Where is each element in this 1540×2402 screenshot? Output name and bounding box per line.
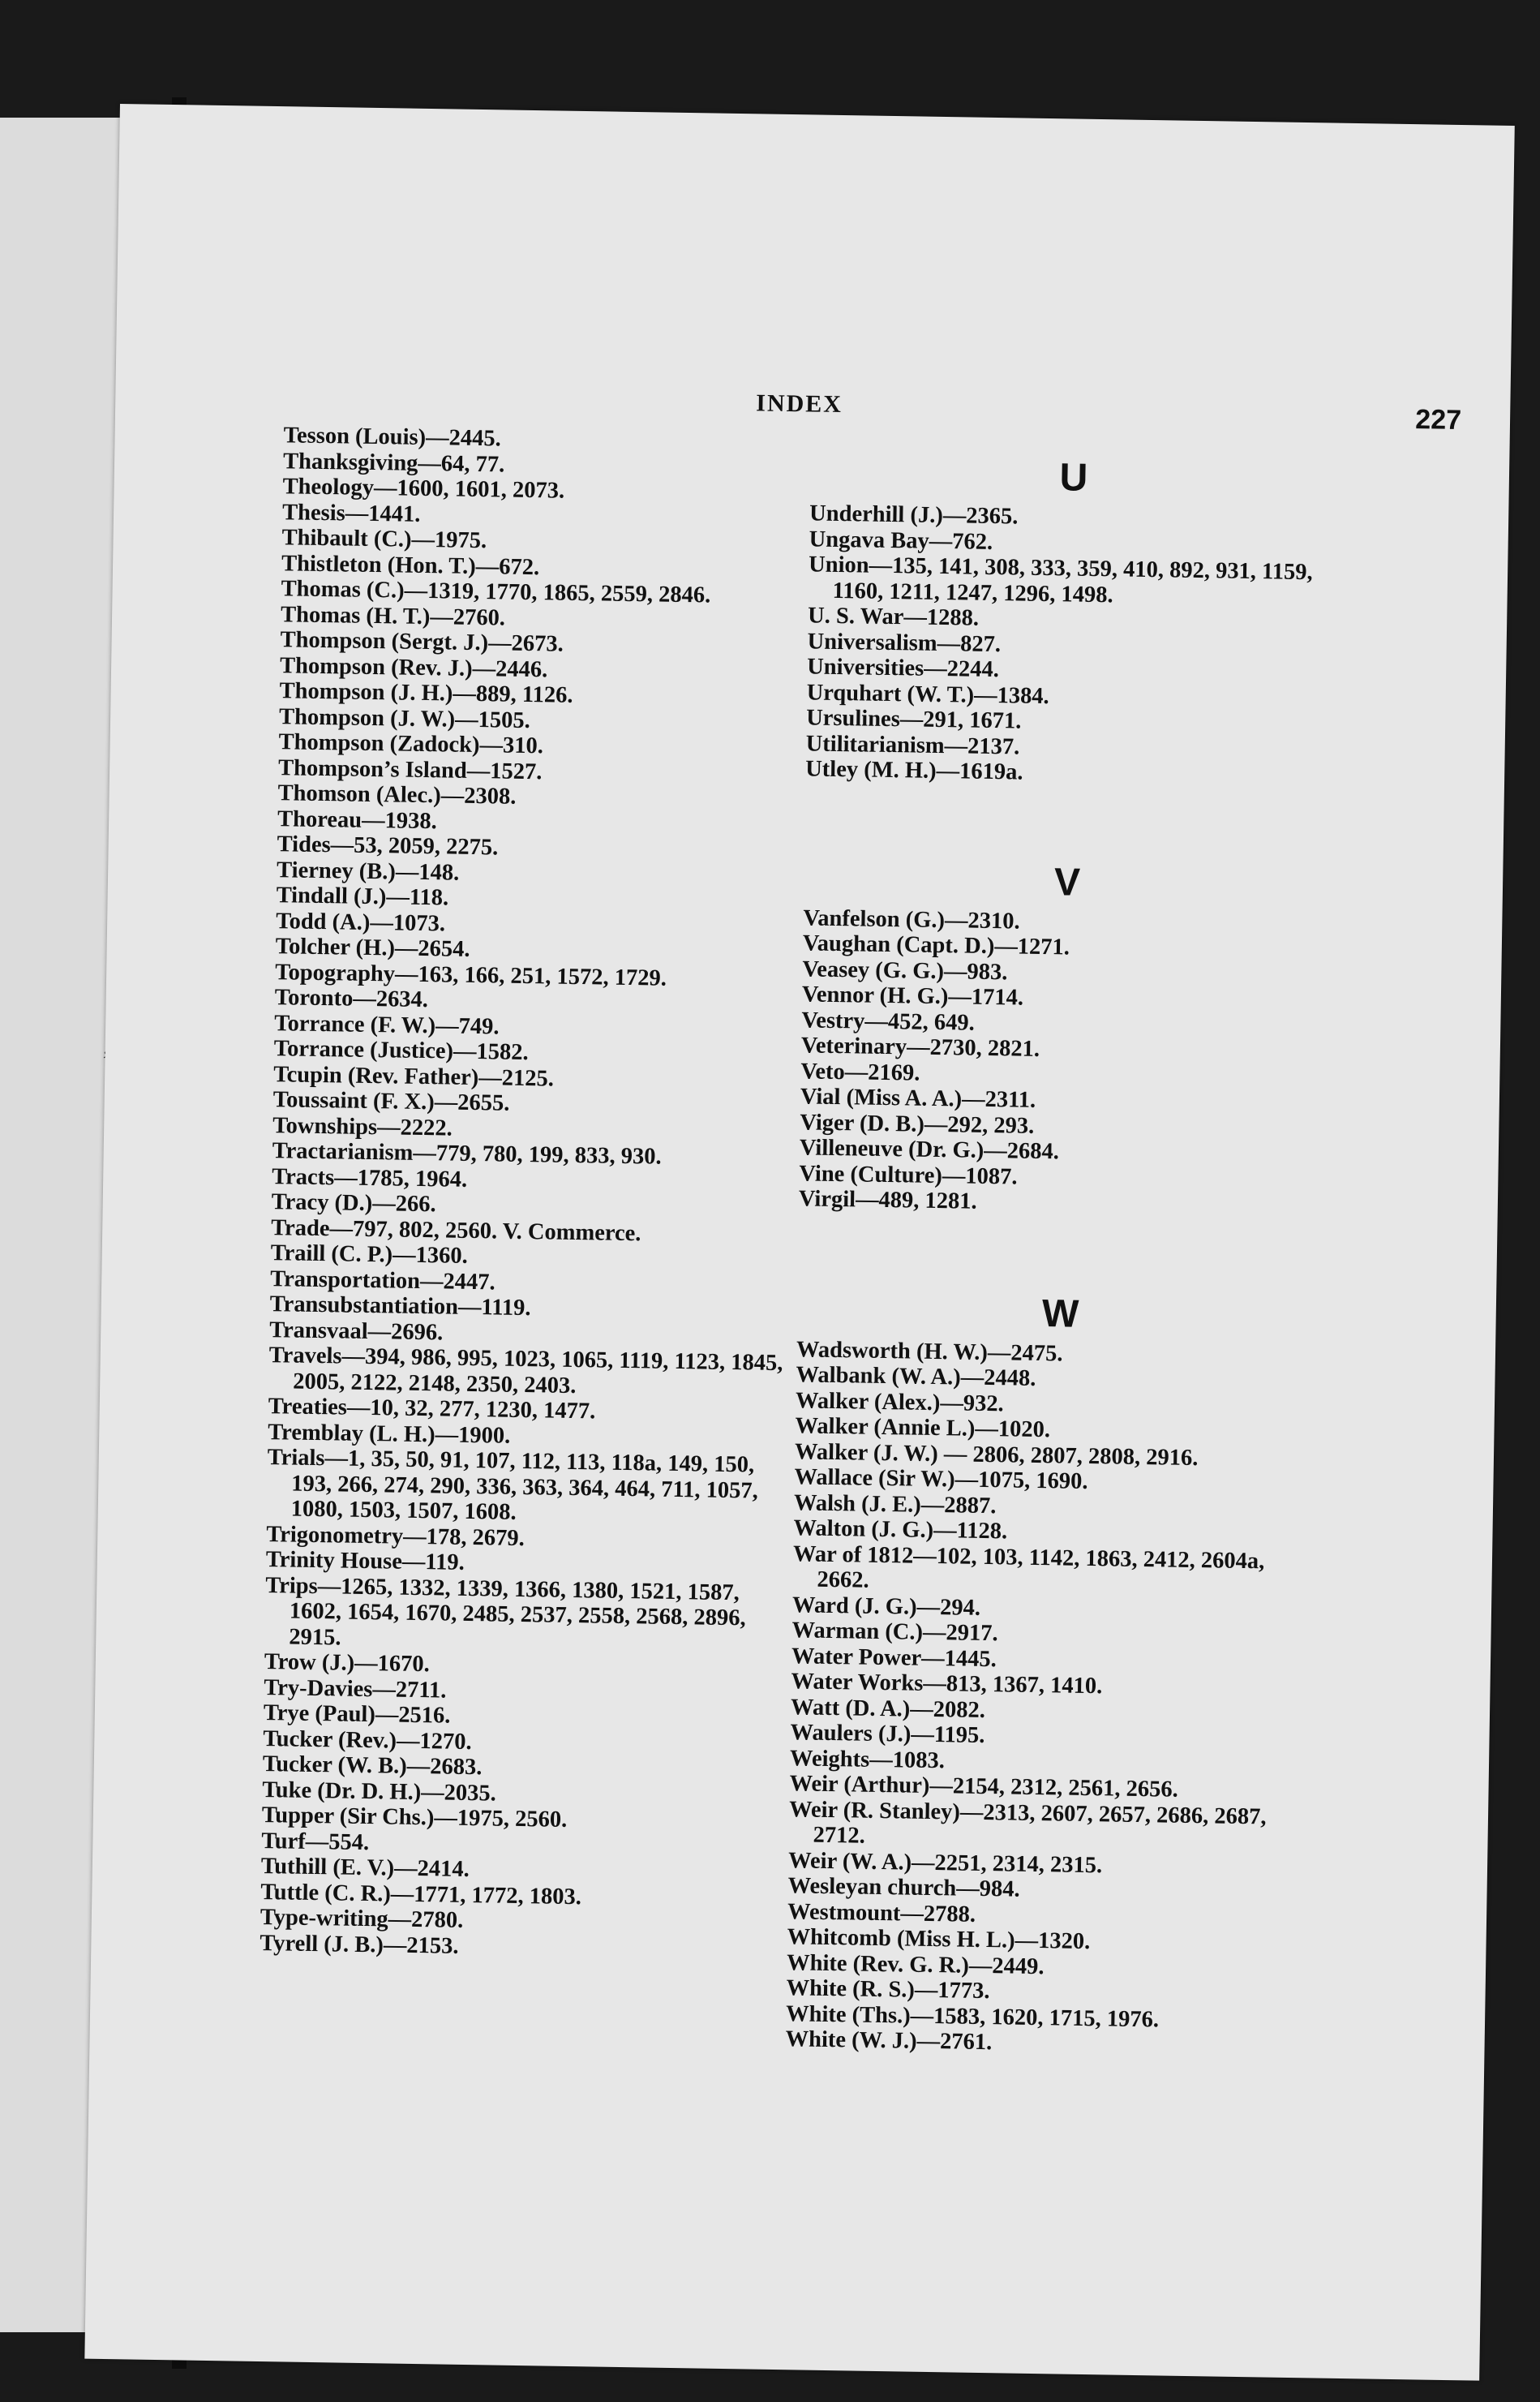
index-entry: Torrance (Justice)—1582. — [273, 1036, 529, 1066]
section-letter-u: U — [1059, 456, 1088, 500]
section-u-entries — [805, 501, 1336, 790]
index-entry: Tesson (Louis)—2445. — [283, 423, 502, 452]
index-entry: Watt (D. A.)—2082. — [790, 1694, 986, 1723]
index-entry: Try-Davies—2711. — [264, 1674, 447, 1704]
index-entry: Weir (Arthur)—2154, 2312, 2561, 2656. — [789, 1771, 1178, 1803]
index-entry: Tucker (Rev.)—1270. — [263, 1725, 472, 1755]
index-entry: Vanfelson (G.)—2310. — [803, 905, 1020, 935]
index-entry: Walker (J. W.) — 2806, 2807, 2808, 2916. — [794, 1438, 1199, 1471]
index-entry: Tracy (D.)—266. — [271, 1189, 436, 1218]
index-entry: Warman (C.)—2917. — [791, 1618, 998, 1647]
section-v-entries — [799, 905, 1331, 1220]
index-entry: Thanksgiving—64, 77. — [282, 448, 505, 478]
index-entry: Tractarianism—779, 780, 199, 833, 930. — [272, 1138, 662, 1170]
index-entry: Waulers (J.)—1195. — [790, 1720, 985, 1748]
section-letter-v: V — [1053, 860, 1081, 905]
index-entry: U. S. War—1288. — [807, 603, 980, 631]
index-entry: Universalism—827. — [807, 628, 1002, 657]
index-entry: Thomas (H. T.)—2760. — [280, 601, 506, 631]
index-entry: Vine (Culture)—1087. — [799, 1160, 1018, 1190]
index-entry: Ungava Bay—762. — [809, 526, 993, 555]
index-entry: Tuthill (E. V.)—2414. — [260, 1854, 470, 1883]
index-entry: Travels—394, 986, 995, 1023, 1065, 1119, 1123, 1845, 2005, 2122, 2148, 2350, 2403. — [268, 1343, 783, 1399]
index-entry: Tremblay (L. H.)—1900. — [268, 1419, 511, 1449]
index-entry: White (W. J.)—2761. — [785, 2026, 993, 2056]
index-entry: Urquhart (W. T.)—1384. — [806, 679, 1049, 709]
index-entry: Weights—1083. — [789, 1745, 946, 1773]
index-entry: Tracts—1785, 1964. — [272, 1163, 468, 1192]
index-entry: Vennor (H. G.)—1714. — [801, 982, 1024, 1011]
index-entry: Vestry—452, 649. — [801, 1007, 976, 1036]
index-entry: Type-writing—2780. — [260, 1904, 464, 1933]
index-entry: Thistleton (Hon. T.)—672. — [281, 550, 540, 580]
index-entry: Transportation—2447. — [270, 1265, 495, 1295]
index-entry: Trye (Paul)—2516. — [263, 1700, 451, 1729]
index-entry: Transvaal—2696. — [269, 1317, 444, 1345]
index-entry: Thompson (J. W.)—1505. — [278, 703, 530, 733]
page-number: 227 — [1415, 404, 1462, 436]
section-letter-w: W — [1041, 1291, 1079, 1336]
index-entry: War of 1812—102, 103, 1142, 1863, 2412, 2604a, 2662. — [792, 1540, 1265, 1593]
index-entry: Walsh (J. E.)—2887. — [793, 1489, 997, 1519]
index-entry: Todd (A.)—1073. — [275, 908, 446, 936]
index-entry: Trips—1265, 1332, 1339, 1366, 1380, 1521, 1587, 1602, 1654, 1670, 2485, 2537, 2558, 2568, 2896, 2915. — [265, 1572, 746, 1651]
index-entry: Ursulines—291, 1671. — [805, 705, 1022, 734]
index-entry: Walbank (W. A.)—2448. — [796, 1362, 1036, 1391]
index-entry: Wadsworth (H. W.)—2475. — [796, 1336, 1063, 1366]
index-entry: Transubstantiation—1119. — [269, 1291, 531, 1321]
index-entry: Thomson (Alec.)—2308. — [277, 780, 517, 810]
index-entry: Treaties—10, 32, 277, 1230, 1477. — [268, 1394, 596, 1424]
index-entry: Thomas (C.)—1319, 1770, 1865, 2559, 2846. — [281, 576, 711, 608]
index-entry: Wesleyan church—984. — [787, 1873, 1020, 1902]
index-entry: Thompson (Sergt. J.)—2673. — [280, 627, 564, 657]
index-entry: White (Rev. G. R.)—2449. — [786, 1949, 1045, 1979]
index-entry: Union—135, 141, 308, 333, 359, 410, 892, 931, 1159, 1160, 1211, 1247, 1296, 1498. — [808, 552, 1313, 608]
index-entry: Trigonometry—178, 2679. — [266, 1521, 525, 1551]
index-entry: Water Works—813, 1367, 1410. — [791, 1669, 1103, 1699]
index-entry: Tides—53, 2059, 2275. — [277, 831, 499, 861]
index-entry: Vaughan (Capt. D.)—1271. — [802, 930, 1070, 960]
index-entry: Toussaint (F. X.)—2655. — [272, 1087, 510, 1116]
index-entry: Walker (Alex.)—932. — [795, 1387, 1004, 1416]
index-entry: Villeneuve (Dr. G.)—2684. — [799, 1135, 1060, 1165]
index-entry: Tcupin (Rev. Father)—2125. — [272, 1061, 555, 1092]
index-entry: Trade—797, 802, 2560. V. Commerce. — [271, 1214, 641, 1246]
index-entry: Tucker (W. B.)—2683. — [262, 1751, 483, 1781]
index-entry: Virgil—489, 1281. — [798, 1186, 977, 1214]
index-entry: Utley (M. H.)—1619a. — [804, 756, 1023, 785]
index-entry: Thoreau—1938. — [277, 806, 438, 834]
index-entry: Theology—1600, 1601, 2073. — [282, 474, 565, 504]
index-entry: Turf—554. — [261, 1828, 370, 1855]
index-entry: Wallace (Sir W.)—1075, 1690. — [794, 1464, 1088, 1494]
index-entry: Thesis—1441. — [281, 499, 421, 527]
index-entry: Torrance (F. W.)—749. — [273, 1010, 500, 1039]
index-entry: Water Power—1445. — [791, 1643, 997, 1672]
index-entry: Ward (J. G.)—294. — [791, 1592, 981, 1621]
index-entry: Thompson (J. H.)—889, 1126. — [279, 678, 573, 708]
index-entry: Walton (J. G.)—1128. — [793, 1515, 1008, 1545]
index-entry: Whitcomb (Miss H. L.)—1320. — [787, 1924, 1091, 1955]
index-entry: Tuke (Dr. D. H.)—2035. — [262, 1777, 497, 1807]
index-entry: Utilitarianism—2137. — [805, 730, 1020, 760]
index-entry: Westmount—2788. — [787, 1898, 976, 1927]
index-entry: Tindall (J.)—118. — [276, 883, 449, 911]
index-entry: Topography—163, 166, 251, 1572, 1729. — [274, 959, 667, 991]
index-entry: Tyrell (J. B.)—2153. — [260, 1930, 459, 1959]
index-entry: Tuttle (C. R.)—1771, 1772, 1803. — [260, 1879, 582, 1910]
index-entry: Tolcher (H.)—2654. — [275, 934, 470, 962]
index-entry: Trow (J.)—1670. — [264, 1649, 431, 1678]
index-entry: Weir (W. A.)—2251, 2314, 2315. — [787, 1847, 1103, 1878]
index-entry: Traill (C. P.)—1360. — [270, 1240, 469, 1269]
index-entry: Thompson (Rev. J.)—2446. — [279, 652, 548, 682]
left-column — [260, 423, 803, 1964]
running-head: INDEX — [756, 389, 843, 419]
index-entry: Weir (R. Stanley)—2313, 2607, 2657, 2686, 2687, 2712. — [788, 1796, 1267, 1849]
index-entry: Veto—2169. — [800, 1058, 920, 1086]
index-entry: Trinity House—119. — [265, 1547, 465, 1575]
index-entry: Underhill (J.)—2365. — [809, 501, 1019, 530]
index-entry: Veasey (G. G.)—983. — [802, 956, 1008, 985]
index-entry: White (R. S.)—1773. — [786, 1975, 990, 2005]
index-entry: Veterinary—2730, 2821. — [800, 1033, 1040, 1062]
index-entry: Universities—2244. — [806, 654, 1000, 683]
index-entry: Thibault (C.)—1975. — [281, 525, 487, 554]
index-entry: Thompson (Zadock)—310. — [278, 729, 544, 759]
index-entry: Toronto—2634. — [274, 985, 429, 1013]
right-column — [785, 453, 1337, 2060]
index-entry: Walker (Annie L.)—1020. — [795, 1413, 1051, 1443]
index-entry: Thompson’s Island—1527. — [277, 754, 543, 784]
index-entry: Trials—1, 35, 50, 91, 107, 112, 113, 118a, 149, 150, 193, 266, 274, 290, 336, 363, 364, 464, 711, 1057, 1080, 1503, 1507, 1608. — [267, 1445, 759, 1525]
index-entry: Townships—2222. — [272, 1112, 453, 1141]
index-entry: Vial (Miss A. A.)—2311. — [800, 1084, 1036, 1113]
index-entry: Tupper (Sir Chs.)—1975, 2560. — [261, 1803, 568, 1833]
index-entry: White (Ths.)—1583, 1620, 1715, 1976. — [785, 2000, 1160, 2032]
index-entry: Viger (D. B.)—292, 293. — [800, 1109, 1035, 1139]
section-w-entries — [785, 1337, 1323, 2060]
index-page — [84, 104, 1514, 2381]
index-entry: Tierney (B.)—148. — [276, 857, 460, 886]
